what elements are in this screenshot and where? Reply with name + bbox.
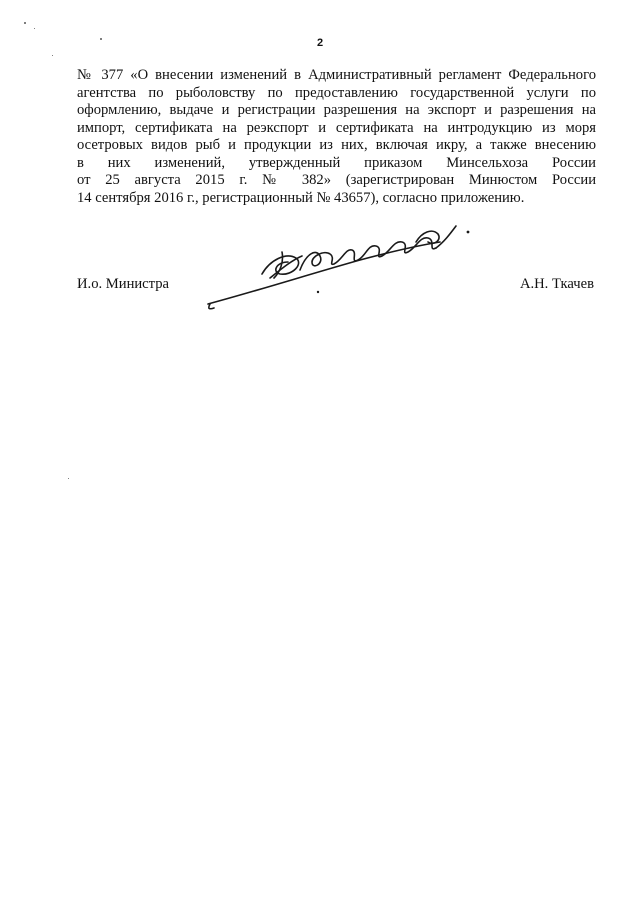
body-line: агентства по рыболовству по предоставлению государственной услуги по [77, 84, 596, 101]
body-line: 14 сентября 2016 г., регистрационный № 43657), согласно приложению. [77, 189, 525, 206]
signatory-position: И.о. Министра [77, 276, 169, 292]
signatory-name: А.Н. Ткачев [519, 276, 594, 292]
scan-speck [24, 22, 26, 24]
page-number: 2 [316, 37, 324, 49]
scan-speck [68, 478, 69, 479]
body-line: оформлению, выдаче и регистрации разрешения на экспорт и разрешения на [77, 102, 596, 118]
body-line: от 25 августа 2015 г. № 382» (зарегистрирован Минюстом России [77, 172, 596, 188]
body-line: № 377 «О внесении изменений в Административный регламент Федерального [77, 67, 596, 83]
scan-speck [52, 55, 53, 56]
scan-speck [34, 28, 35, 29]
body-line: осетровых видов рыб и продукции из них, включая икру, а также внесению [77, 137, 596, 153]
body-line: в них изменений, утвержденный приказом Минсельхоза России [77, 154, 596, 171]
body-line: импорт, сертификата на реэкспорт и сертификата на интродукцию из моря [77, 119, 596, 136]
handwritten-signature [200, 212, 500, 322]
scan-speck [100, 38, 102, 40]
